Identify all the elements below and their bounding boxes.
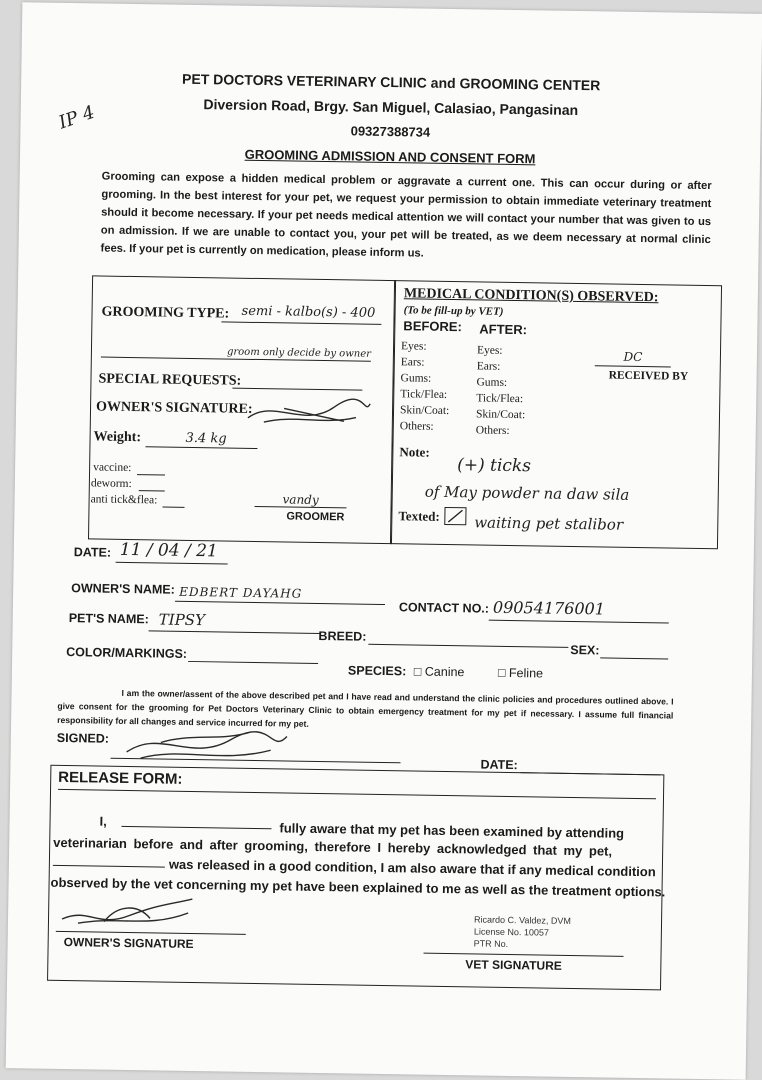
breed-label: BREED:: [318, 628, 367, 644]
stamp-license: License No. 10057: [473, 926, 550, 938]
color-label: COLOR/MARKINGS:: [66, 645, 188, 661]
owner-name-label: OWNER'S NAME:: [71, 581, 175, 597]
note-line-1: (+) ticks: [457, 455, 532, 477]
owner-signature-scribble: [244, 394, 375, 432]
release-text-3: was released in a good condition, I am also aware that if any medical condition: [168, 856, 656, 880]
after-list: [476, 342, 527, 439]
received-by-field[interactable]: [595, 347, 671, 367]
before-skincoat: Skin/Coat:: [399, 404, 450, 418]
groomer-label: GROOMER: [286, 510, 345, 524]
stamp-name: Ricardo C. Valdez, DVM: [473, 914, 572, 926]
form-title: GROOMING ADMISSION AND CONSENT FORM: [244, 146, 536, 167]
weight-field[interactable]: [145, 428, 257, 449]
note-line-2: of May powder na daw sila: [424, 482, 630, 504]
groomer-field[interactable]: [255, 490, 347, 508]
before-eyes: Eyes:: [400, 340, 427, 353]
form-paper: [6, 2, 762, 1079]
texted-label: Texted:: [398, 508, 440, 524]
before-others: Others:: [399, 420, 434, 433]
after-tickflea: Tick/Flea:: [476, 392, 524, 406]
pet-name-value: TIPSY: [158, 610, 206, 630]
species-feline-label: Feline: [508, 665, 544, 681]
groomer-name: vandy: [282, 492, 319, 507]
grooming-type-note: groom only decide by owner: [226, 346, 372, 360]
intro-paragraph: Grooming can expose a hidden medical problem or aggravate a current one. This can occur during or after grooming. In the best interest for your pet, we request your permission to obtain immediate veterinary treatment should it become necessary. If your pet needs medical attention we will contact your number that was given to us on admission. If we are unable to contact you, your pet will be treated, as we deem necessary at normal clinic fees. If your pet is currently on medication, please inform us.: [100, 170, 712, 260]
grooming-type-field[interactable]: [221, 301, 381, 325]
deworm-label: deworm:: [90, 477, 132, 491]
contact-value: 09054176001: [492, 597, 606, 619]
after-skincoat: Skin/Coat:: [475, 408, 526, 422]
after-label: AFTER:: [479, 321, 528, 338]
breed-field[interactable]: [368, 644, 568, 648]
after-gums: Gums:: [476, 376, 508, 389]
before-ears: Ears:: [400, 356, 425, 369]
signed-date-label: DATE:: [480, 757, 518, 773]
weight-value: 3.4 kg: [185, 430, 227, 447]
before-list: [400, 338, 451, 435]
clinic-phone: 09327388734: [350, 123, 431, 140]
radio-feline[interactable]: □: [497, 665, 506, 680]
medical-subtitle: (To be fill-up by VET): [403, 304, 504, 318]
pet-name-label: PET'S NAME:: [68, 611, 149, 627]
before-tickflea: Tick/Flea:: [400, 388, 448, 401]
pet-name-field[interactable]: [149, 610, 321, 634]
stamp-ptr: PTR No.: [473, 938, 509, 949]
release-title: RELEASE FORM:: [58, 768, 183, 788]
release-text-4: observed by the vet concerning my pet have been explained to me as well as the treatment options.: [50, 874, 666, 900]
release-text-1: fully aware that my pet has been examined by attending: [279, 820, 625, 841]
sex-field[interactable]: [600, 657, 668, 659]
signed-label: SIGNED:: [56, 730, 110, 746]
owner-name-value: EDBERT DAYAHG: [179, 584, 303, 601]
release-i: I,: [99, 813, 107, 829]
weight-label: Weight:: [93, 429, 142, 446]
note-label: Note:: [399, 444, 430, 460]
texted-checkbox[interactable]: [444, 507, 466, 525]
release-owner-signature-scribble: [58, 893, 199, 935]
grooming-type-value: semi - kalbo(s) - 400: [241, 303, 376, 321]
received-by-label: RECEIVED BY: [608, 369, 689, 383]
before-gums: Gums:: [400, 372, 432, 385]
grooming-type-label: GROOMING TYPE:: [101, 304, 230, 322]
contact-label: CONTACT NO.:: [398, 600, 490, 616]
after-eyes: Eyes:: [476, 344, 503, 357]
special-requests-label: SPECIAL REQUESTS:: [98, 371, 242, 389]
color-field[interactable]: [188, 661, 318, 664]
antitick-label: anti tick&flea:: [90, 493, 158, 507]
clinic-name: PET DOCTORS VETERINARY CLINIC and GROOMING CENTER: [182, 70, 601, 94]
after-others: Others:: [475, 424, 510, 437]
vet-signature-label: VET SIGNATURE: [465, 957, 562, 973]
before-label: BEFORE:: [403, 318, 462, 335]
species-canine-label: Canine: [424, 664, 465, 680]
medical-title: MEDICAL CONDITION(S) OBSERVED:: [403, 286, 659, 306]
after-ears: Ears:: [476, 360, 501, 373]
vet-stamp: [474, 913, 571, 951]
release-owner-signature-label: OWNER'S SIGNATURE: [63, 935, 194, 952]
species-label: SPECIES:: [347, 663, 407, 679]
date-field[interactable]: [116, 540, 228, 565]
consent-paragraph: I am the owner/assent of the above described pet and I have read and understand the clinic policies and procedures outlined above. I give consent for the grooming for Pet Doctors Veterinary Clinic to obtain emergency treatment for my pet if necessary. I assume full financial responsibility for all changes and service incurred for my pet.: [57, 687, 674, 729]
release-text-2: veterinarian before and after grooming, therefore I hereby acknowledged that my pet,: [53, 834, 613, 859]
note-line-3: waiting pet stalibor: [474, 513, 624, 534]
sex-label: SEX:: [570, 642, 600, 658]
date-label: DATE:: [73, 545, 112, 560]
date-value: 11 / 04 / 21: [119, 539, 218, 562]
signed-signature-scribble: [120, 722, 291, 771]
vaccine-label: vaccine:: [93, 461, 132, 475]
margin-note: IP 4: [56, 101, 98, 134]
owner-name-field[interactable]: [175, 583, 385, 605]
owner-signature-label: OWNER'S SIGNATURE:: [95, 399, 253, 417]
contact-field[interactable]: [489, 598, 669, 624]
clinic-address: Diversion Road, Brgy. San Miguel, Calasiao, Pangasinan: [203, 96, 579, 118]
check-mark-icon: [445, 508, 465, 524]
radio-canine[interactable]: □: [413, 664, 422, 679]
received-by-initials: DC: [623, 349, 643, 365]
species-group: [348, 663, 543, 680]
